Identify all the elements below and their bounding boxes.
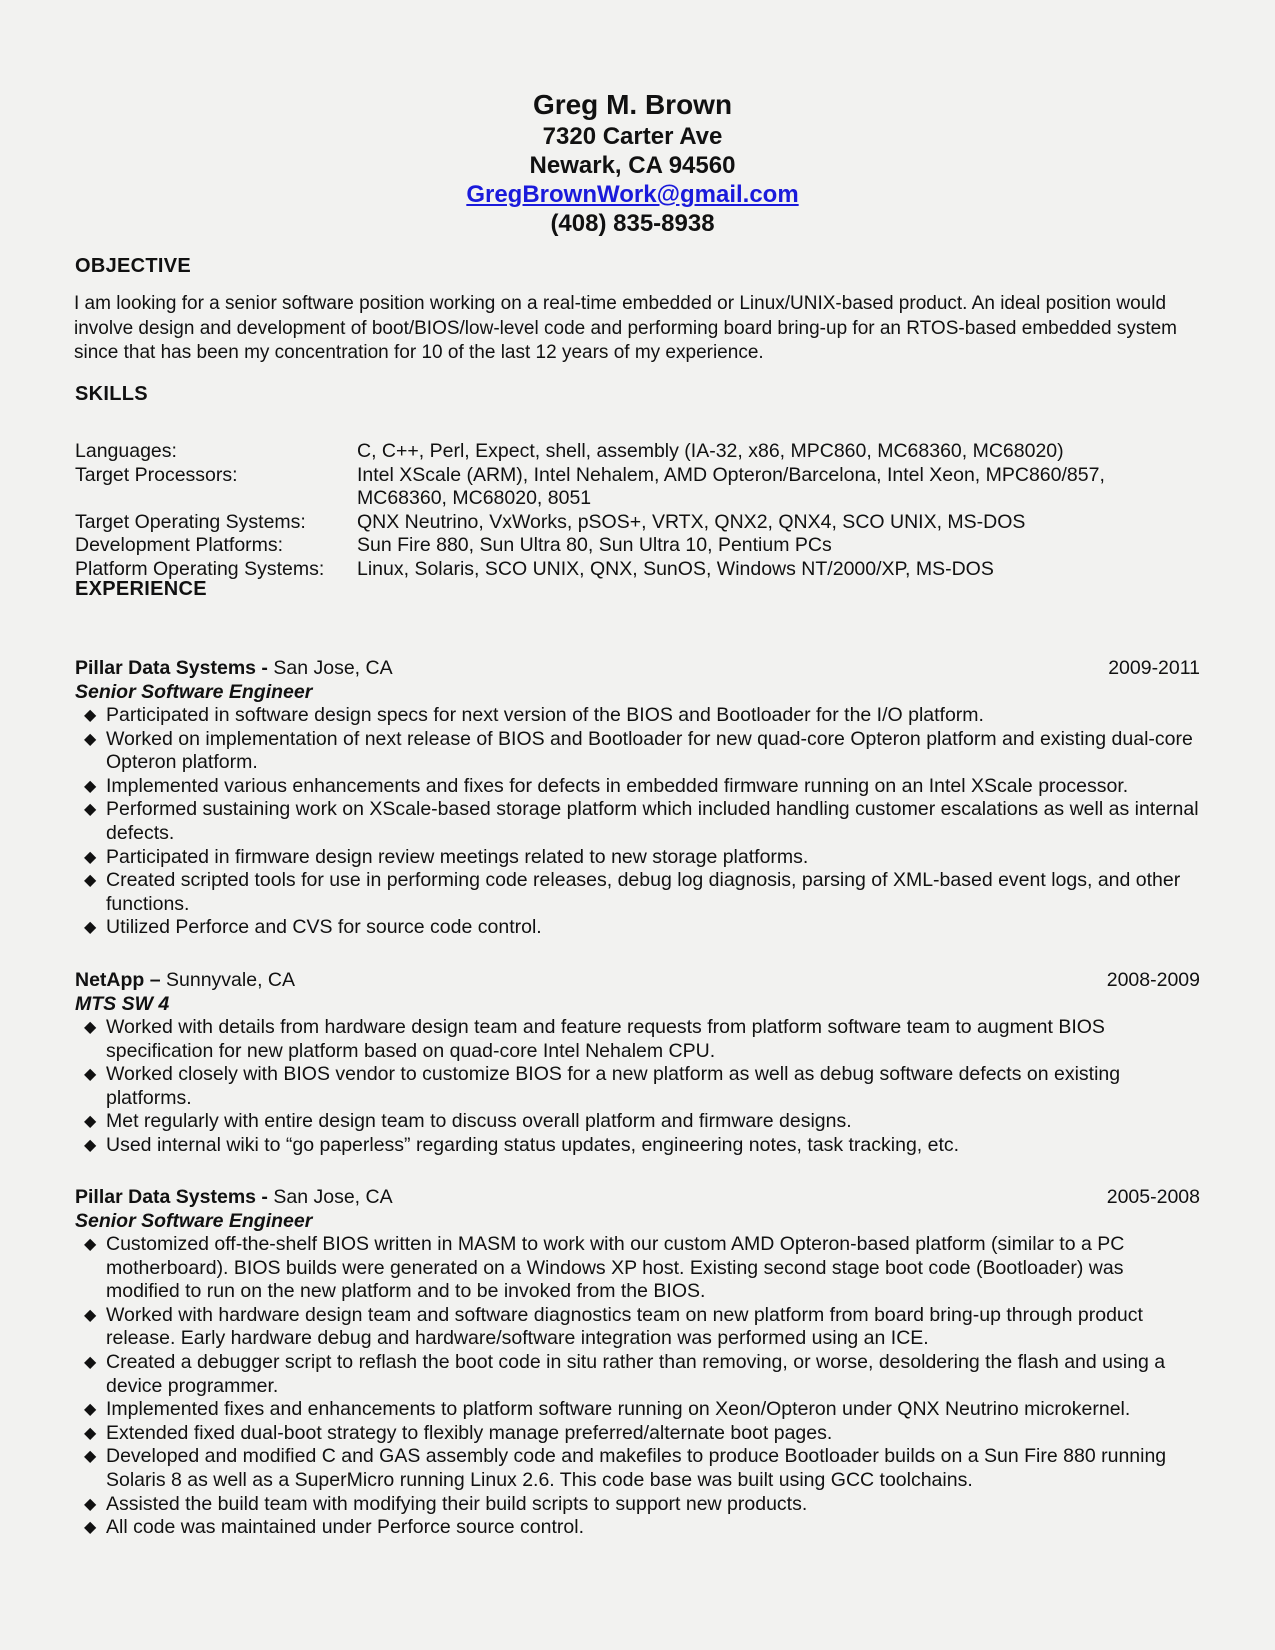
- job-entry: [75, 968, 1200, 1158]
- diamond-bullet-icon: ◆: [84, 848, 97, 866]
- objective-text: I am looking for a senior software position working on a real-time embedded or Linux/UNIX-based product. An ideal position would involve design and development of boot/BIOS/low-level code and performing board bring-up for an RTOS-based embedded system since that has been my concentration for 10 of the last 12 years of my experience.: [74, 293, 1177, 363]
- skill-row: [75, 440, 1187, 464]
- city-state-zip: Newark, CA 94560: [529, 152, 736, 179]
- diamond-bullet-icon: ◆: [84, 1495, 97, 1513]
- list-item: ◆ Customized off-the-shelf BIOS written in MASM to work with our custom AMD Opteron-based platform (similar to a PC motherboard). BIOS builds were generated on a Windows XP host. Existing second stage boot code (Bootloader) was modified to run on the new platform and to be invoked from the BIOS.: [84, 1233, 1125, 1303]
- list-item: ◆ Participated in software design specs for next version of the BIOS and Bootloader for the I/O platform.: [84, 704, 984, 726]
- job-entry: [75, 656, 1200, 940]
- diamond-bullet-icon: ◆: [84, 1066, 97, 1084]
- skill-label: Platform Operating Systems:: [75, 557, 325, 580]
- diamond-bullet-icon: ◆: [84, 1401, 97, 1419]
- skill-label: Development Platforms:: [75, 534, 284, 556]
- job-title: MTS SW 4: [75, 993, 170, 1015]
- skill-label: Languages:: [75, 440, 177, 462]
- diamond-bullet-icon: ◆: [84, 872, 97, 890]
- job-company: NetApp –: [75, 969, 161, 991]
- diamond-bullet-icon: ◆: [84, 1306, 97, 1324]
- job-dates: 2009-2011: [1108, 657, 1200, 679]
- objective-heading: OBJECTIVE: [75, 255, 192, 277]
- email-link[interactable]: GregBrownWork@gmail.com: [466, 181, 799, 208]
- diamond-bullet-icon: ◆: [84, 1019, 97, 1036]
- job-title: Senior Software Engineer: [75, 1210, 313, 1232]
- diamond-bullet-icon: ◆: [84, 707, 97, 724]
- phone-number: (408) 835-8938: [550, 210, 715, 237]
- list-item: ◆ Worked with hardware design team and software diagnostics team on new platform from board bring-up through product release. Early hardware debug and hardware/software integration was performed using an ICE.: [84, 1303, 1143, 1350]
- job-bullet-list: [75, 1233, 1200, 1540]
- skill-row: [75, 534, 1187, 558]
- diamond-bullet-icon: ◆: [84, 919, 97, 937]
- job-dates: 2005-2008: [1106, 1186, 1200, 1208]
- list-item: ◆ Used internal wiki to “go paperless” regarding status updates, engineering notes, task tracking, etc.: [84, 1133, 960, 1156]
- list-item: ◆ Extended fixed dual-boot strategy to flexibly manage preferred/alternate boot pages.: [84, 1421, 833, 1444]
- skills-heading: SKILLS: [75, 383, 148, 405]
- diamond-bullet-icon: ◆: [84, 1519, 97, 1537]
- skill-row: [75, 558, 1187, 582]
- job-dates: 2008-2009: [1106, 969, 1200, 991]
- diamond-bullet-icon: ◆: [84, 730, 97, 748]
- job-location: San Jose, CA: [267, 657, 393, 679]
- list-item: ◆ Met regularly with entire design team to discuss overall platform and firmware designs.: [84, 1110, 852, 1133]
- diamond-bullet-icon: ◆: [84, 1136, 97, 1154]
- list-item: ◆ All code was maintained under Perforce source control.: [84, 1516, 584, 1539]
- job-title: Senior Software Engineer: [75, 681, 313, 703]
- job-entry: [75, 1185, 1200, 1540]
- diamond-bullet-icon: ◆: [84, 777, 97, 795]
- list-item: ◆ Worked with details from hardware design team and feature requests from platform software team to augment BIOS specification for new platform based on quad-core Intel Nehalem CPU.: [84, 1016, 1105, 1062]
- diamond-bullet-icon: ◆: [84, 1448, 97, 1466]
- list-item: ◆ Worked closely with BIOS vendor to customize BIOS for a new platform as well as debug software defects on existing platforms.: [84, 1063, 1121, 1109]
- job-bullet-list: [75, 704, 1200, 940]
- diamond-bullet-icon: ◆: [84, 1353, 97, 1371]
- skill-row: [75, 464, 1187, 511]
- list-item: ◆ Developed and modified C and GAS assembly code and makefiles to produce Bootloader builds on a Sun Fire 880 running Solaris 8 as well as a SuperMicro running Linux 2.6. This code base was built using GCC toolchains.: [84, 1445, 1167, 1491]
- resume-header: [0, 88, 1275, 238]
- list-item: ◆ Created a debugger script to reflash the boot code in situ rather than removing, or worse, desoldering the flash and using a device programmer.: [84, 1350, 1166, 1397]
- experience-heading: EXPERIENCE: [75, 578, 207, 600]
- list-item: ◆ Created scripted tools for use in performing code releases, debug log diagnosis, parsing of XML-based event logs, and other functions.: [84, 869, 1181, 915]
- job-company: Pillar Data Systems -: [75, 657, 268, 679]
- skill-value: C, C++, Perl, Expect, shell, assembly (IA-32, x86, MPC860, MC68360, MC68020): [357, 440, 1064, 462]
- job-location: San Jose, CA: [267, 1186, 393, 1208]
- skills-table: [75, 440, 1187, 581]
- diamond-bullet-icon: ◆: [84, 801, 97, 819]
- skill-label: Target Operating Systems:: [75, 510, 306, 533]
- list-item: ◆ Worked on implementation of next release of BIOS and Bootloader for new quad-core Opteron platform and existing dual-core Opteron platform.: [84, 727, 1193, 774]
- skill-label: Target Processors:: [75, 463, 238, 486]
- list-item: ◆ Implemented various enhancements and fixes for defects in embedded firmware running on an Intel XScale processor.: [84, 774, 1129, 797]
- job-bullet-list: [75, 1016, 1200, 1158]
- skill-value: Sun Fire 880, Sun Ultra 80, Sun Ultra 10, Pentium PCs: [357, 534, 832, 556]
- candidate-name: Greg M. Brown: [532, 89, 733, 120]
- list-item: ◆ Utilized Perforce and CVS for source code control.: [84, 916, 542, 939]
- list-item: ◆ Performed sustaining work on XScale-based storage platform which included handling customer escalations as well as internal defects.: [84, 798, 1199, 844]
- diamond-bullet-icon: ◆: [84, 1424, 97, 1442]
- list-item: ◆ Assisted the build team with modifying their build scripts to support new products.: [84, 1492, 808, 1515]
- diamond-bullet-icon: ◆: [84, 1113, 97, 1131]
- list-item: ◆ Participated in firmware design review meetings related to new storage platforms.: [84, 845, 809, 868]
- job-company: Pillar Data Systems -: [75, 1186, 268, 1208]
- skill-value: Intel XScale (ARM), Intel Nehalem, AMD Opteron/Barcelona, Intel Xeon, MPC860/857, MC68360, MC68020, 8051: [357, 463, 1105, 509]
- skill-row: [75, 511, 1187, 535]
- list-item: ◆ Implemented fixes and enhancements to platform software running on Xeon/Opteron under QNX Neutrino microkernel.: [84, 1398, 1131, 1421]
- street-address: 7320 Carter Ave: [542, 123, 723, 150]
- job-location: Sunnyvale, CA: [160, 969, 295, 991]
- skill-value: Linux, Solaris, SCO UNIX, QNX, SunOS, Windows NT/2000/XP, MS-DOS: [357, 557, 994, 580]
- skill-value: QNX Neutrino, VxWorks, pSOS+, VRTX, QNX2, QNX4, SCO UNIX, MS-DOS: [357, 510, 1026, 533]
- diamond-bullet-icon: ◆: [84, 1236, 97, 1253]
